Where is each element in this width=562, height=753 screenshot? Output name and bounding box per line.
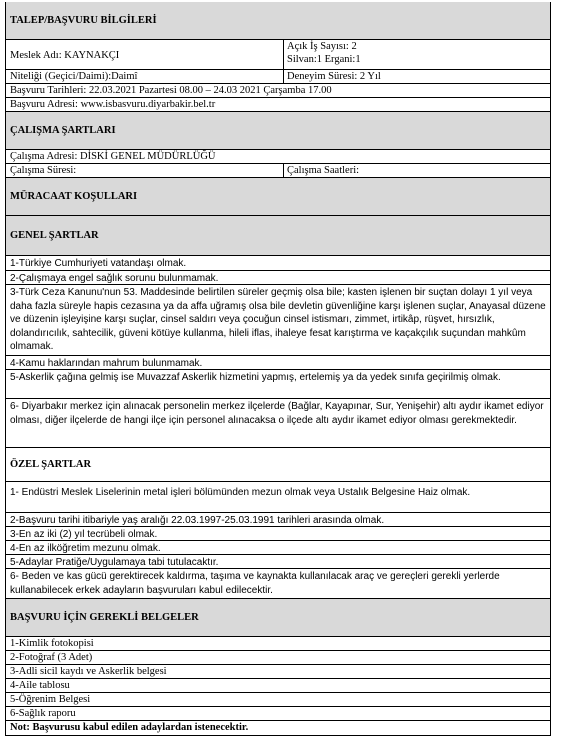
acik-is-sayisi: Açık İş Sayısı: 2	[287, 41, 357, 52]
section-header-talep	[6, 2, 550, 40]
section-header-calisma	[6, 112, 550, 150]
genel-item: 2-Çalışmaya engel sağlık sorunu bulunmamak.	[6, 271, 550, 285]
section-header-ozel	[6, 448, 550, 482]
ozel-item: 1- Endüstri Meslek Liselerinin metal işleri bölümünden mezun olmak veya Ustalık Belgesine Haiz olmak.	[6, 482, 550, 513]
belge-item: 1-Kimlik fotokopisi	[6, 637, 550, 651]
section-header-muracaat	[6, 178, 550, 216]
calisma-saatleri: Çalışma Saatleri:	[287, 165, 360, 176]
belge-item: 3-Adli sicil kaydı ve Askerlik belgesi	[6, 665, 550, 679]
basvuru-tarihleri: Başvuru Tarihleri: 22.03.2021 Pazartesi 08.00 – 24.03 2021 Çarşamba 17.00	[6, 84, 550, 98]
ozel-item: 6- Beden ve kas gücü gerektirecek kaldırma, taşıma ve kaynakta kullanılacak araç ve gereçleri gerekli yerlerde kullanabilecek erkek adayların başvuruları kabul edilecektir.	[6, 569, 550, 599]
niteligi: Niteliği (Geçici/Daimi):Daimî	[6, 70, 284, 83]
calisma-suresi: Çalışma Süresi:	[6, 164, 284, 177]
section-title: ÖZEL ŞARTLAR	[10, 459, 92, 470]
calisma-sure-row	[6, 164, 550, 178]
job-posting-form	[5, 2, 551, 736]
genel-item: 1-Türkiye Cumhuriyeti vatandaşı olmak.	[6, 256, 550, 271]
acik-is-cell	[284, 40, 550, 69]
ozel-item: 3-En az iki (2) yıl tecrübeli olmak.	[6, 527, 550, 541]
meslek-adi: Meslek Adı: KAYNAKÇI	[6, 40, 284, 69]
section-title: ÇALIŞMA ŞARTLARI	[10, 125, 116, 136]
belgeler-note: Not: Başvurusu kabul edilen adaylardan istenecektir.	[6, 721, 550, 736]
deneyim-suresi: Deneyim Süresi: 2 Yıl	[287, 71, 381, 82]
genel-item: 5-Askerlik çağına gelmiş ise Muvazzaf Askerlik hizmetini yapmış, ertelemiş ya da yedek sınıfa geçirilmiş olmak.	[6, 370, 550, 399]
section-title: BAŞVURU İÇİN GEREKLİ BELGELER	[10, 612, 199, 623]
section-header-belgeler	[6, 599, 550, 637]
belge-item: 6-Sağlık raporu	[6, 707, 550, 721]
calisma-adresi: Çalışma Adresi: DİSKİ GENEL MÜDÜRLÜĞÜ	[6, 150, 550, 164]
genel-item: 4-Kamu haklarından mahrum bulunmamak.	[6, 356, 550, 370]
meslek-row	[6, 40, 550, 70]
ilce-dagilimi: Silvan:1 Ergani:1	[287, 54, 361, 65]
ozel-item: 4-En az ilköğretim mezunu olmak.	[6, 541, 550, 555]
genel-item: 6- Diyarbakır merkez için alınacak personelin merkez ilçelerde (Bağlar, Kayapınar, Sur, Yenişehir) altı aydır ikamet ediyor olması, diğer ilçelerde de hangi ilçe için personel alınacaksa o ilçede altı aydır ikamet ediyor olması gerekmektedir.	[6, 399, 550, 448]
section-header-genel	[6, 216, 550, 256]
belge-item: 2-Fotoğraf (3 Adet)	[6, 651, 550, 665]
ozel-item: 2-Başvuru tarihi itibariyle yaş aralığı 22.03.1997-25.03.1991 tarihleri arasında olmak.	[6, 513, 550, 527]
nitelik-row	[6, 70, 550, 84]
basvuru-adresi: Başvuru Adresi: www.isbasvuru.diyarbakir.bel.tr	[6, 98, 550, 112]
ozel-item: 5-Adaylar Pratiğe/Uygulamaya tabi tutulacaktır.	[6, 555, 550, 569]
genel-item: 3-Türk Ceza Kanunu'nun 53. Maddesinde belirtilen süreler geçmiş olsa bile; kasten işlenen bir suçtan dolayı 1 yıl veya daha fazla süreyle hapis cezasına ya da affa uğramış olsa bile devletin güvenliğine karşı işlenen suçlar, Anayasal düzene ve düzenin işleyişine karşı suçlar, cinsel saldırı veya çocuğun cinsel istismarı, zimmet, irtikâp, rüşvet, hırsızlık, dolandırıcılık, sahtecilik, güveni kötüye kullanma, hileli iflas, ihaleye fesat karıştırma ve kaçakçılık suçundan mahkûm olmamak.	[6, 285, 550, 356]
section-title: MÜRACAAT KOŞULLARI	[10, 191, 138, 202]
section-title: TALEP/BAŞVURU BİLGİLERİ	[10, 15, 157, 26]
section-title: GENEL ŞARTLAR	[10, 230, 99, 241]
belge-item: 5-Öğrenim Belgesi	[6, 693, 550, 707]
belge-item: 4-Aile tablosu	[6, 679, 550, 693]
